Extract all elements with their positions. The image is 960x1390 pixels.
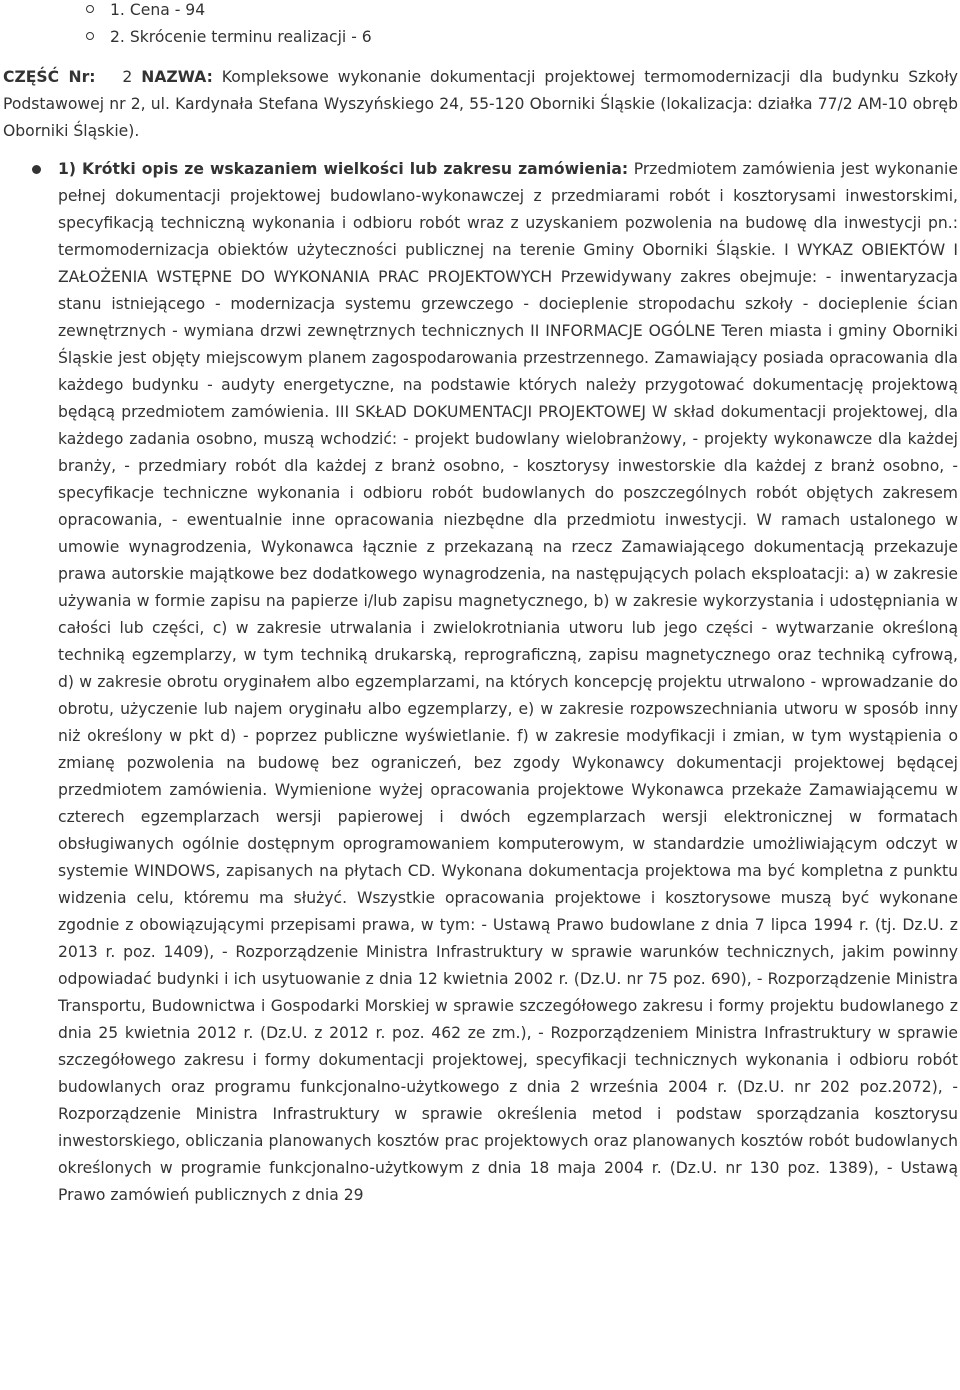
part-header: [3, 64, 958, 145]
name-label: NAZWA:: [141, 68, 213, 86]
criterion-label: 1. Cena - 94: [110, 1, 206, 19]
part-number: 2: [122, 68, 133, 86]
name-value: Kompleksowe wykonanie dokumentacji projektowej termomodernizacji dla budynku Szkoły Podstawowej nr 2, ul. Kardynała Stefana Wyszyńskiego 24, 55-120 Oborniki Śląskie (lokalizacja: działka 77/2 AM-10 obręb Oborniki Śląskie).: [3, 68, 958, 140]
circle-bullet-icon: [86, 32, 94, 40]
award-criteria-list: [0, 0, 372, 51]
circle-bullet-icon: [86, 5, 94, 13]
criterion-item: [0, 0, 372, 24]
criterion-label: 2. Skrócenie terminu realizacji - 6: [110, 28, 372, 46]
description-heading: 1) Krótki opis ze wskazaniem wielkości lub zakresu zamówienia:: [58, 160, 629, 178]
disc-bullet-icon: [32, 165, 41, 174]
description-body: Przedmiotem zamówienia jest wykonanie pełnej dokumentacji projektowej budowlano-wykonawczej z przedmiarami robót i kosztorysami inwestorskimi, specyfikacją techniczną wykonania i odbioru robót wraz z uzyskaniem pozwolenia na budowę dla inwestycji pn.: termomodernizacja obiektów użyteczności publicznej na terenie Gminy Oborniki Śląskie. I WYKAZ OBIEKTÓW I ZAŁOŻENIA WSTĘPNE DO WYKONANIA PRAC PROJEKTOWYCH Przewidywany zakres obejmuje: - inwentaryzacja stanu istniejącego - modernizacja systemu grzewczego - docieplenie stropodachu szkoły - docieplenie ścian zewnętrznych - wymiana drzwi zewnętrznych technicznych II INFORMACJE OGÓLNE Teren miasta i gminy Oborniki Śląskie jest objęty miejscowym planem zagospodarowania przestrzennego. Zamawiający posiada opracowania dla każdego budynku - audyty energetyczne, na podstawie których należy przygotować dokumentację projektową będącą przedmiotem zamówienia. III SKŁAD DOKUMENTACJI PROJEKTOWEJ W skład dokumentacji projektowej, dla każdego zadania osobno, muszą wchodzić: - projekt budowlany wielobranżowy, - projekty wykonawcze dla każdej branży, - przedmiary robót dla każdej z branż osobno, - kosztorysy inwestorskie dla każdej z branż osobno, - specyfikacje techniczne wykonania i odbioru robót budowlanych do poszczególnych robót objętych zakresem opracowania, - ewentualnie inne opracowania niezbędne dla przedmiotu inwestycji. W ramach ustalonego w umowie wynagrodzenia, Wykonawca łącznie z przekazaną na rzecz Zamawiającego dokumentacją przekazuje prawa autorskie majątkowe bez dodatkowego wynagrodzenia, na następujących polach eksploatacji: a) w zakresie używania w formie zapisu na papierze i/lub zapisu magnetycznego, b) w zakresie wykorzystania i udostępniania w całości lub części, c) w zakresie utrwalania i zwielokrotniania utworu lub jego części - wytwarzanie określoną techniką egzemplarzy, w tym techniką drukarską, reprograficzną, zapisu magnetycznego oraz techniką cyfrową, d) w zakresie obrotu oryginałem albo egzemplarzami, na których koncepcję projektu utrwalono - wprowadzanie do obrotu, użyczenie lub najem oryginału albo egzemplarzy, e) w zakresie rozpowszechniania utworu w sposób inny niż określony w pkt d) - poprzez publiczne wyświetlanie. f) w zakresie modyfikacji i zmian, w tym wystąpienia o zmianę pozwolenia na budowę bez ograniczeń, bez zgody Wykonawcy dokumentacji projektowej będącej przedmiotem zamówienia. Wymienione wyżej opracowania projektowe Wykonawca przekaże Zamawiającemu w czterech egzemplarzach wersji papierowej i dwóch egzemplarzach wersji elektronicznej w formatach obsługiwanych ogólnie dostępnym oprogramowaniem komputerowym, w standardzie umożliwiającym odczyt w systemie WINDOWS, zapisanych na płytach CD. Wykonana dokumentacja projektowa ma być kompletna z punktu widzenia celu, któremu ma służyć. Wszystkie opracowania projektowe i kosztorysowe muszą być wykonane zgodnie z obowiązującymi przepisami prawa, w tym: - Ustawą Prawo budowlane z dnia 7 lipca 1994 r. (tj. Dz.U. z 2013 r. poz. 1409), - Rozporządzenie Ministra Infrastruktury w sprawie warunków technicznych, jakim powinny odpowiadać budynki i ich usytuowanie z dnia 12 kwietnia 2002 r. (Dz.U. nr 75 poz. 690), - Rozporządzenie Ministra Transportu, Budownictwa i Gospodarki Morskiej w sprawie szczegółowego zakresu i formy projektu budowlanego z dnia 25 kwietnia 2012 r. (Dz.U. z 2012 r. poz. 462 ze zm.), - Rozporządzeniem Ministra Infrastruktury w sprawie szczegółowego zakresu i formy dokumentacji projektowej, specyfikacji technicznych wykonania i odbioru robót budowlanych oraz programu funkcjonalno-użytkowego z dnia 2 września 2004 r. (Dz.U. nr 202 poz.2072), - Rozporządzenie Ministra Infrastruktury w sprawie określenia metod i podstaw sporządzania kosztorysu inwestorskiego, obliczania planowanych kosztów prac projektowych oraz planowanych kosztów robót budowlanych określonych w programie funkcjonalno-użytkowym z dnia 18 maja 2004 r. (Dz.U. nr 130 poz. 1389), - Ustawą Prawo zamówień publicznych z dnia 29: [58, 160, 958, 1204]
description-block: [58, 156, 958, 1209]
criterion-item: [0, 24, 372, 51]
description-paragraph: [58, 156, 958, 1209]
part-label: CZĘŚĆ Nr:: [3, 68, 96, 86]
